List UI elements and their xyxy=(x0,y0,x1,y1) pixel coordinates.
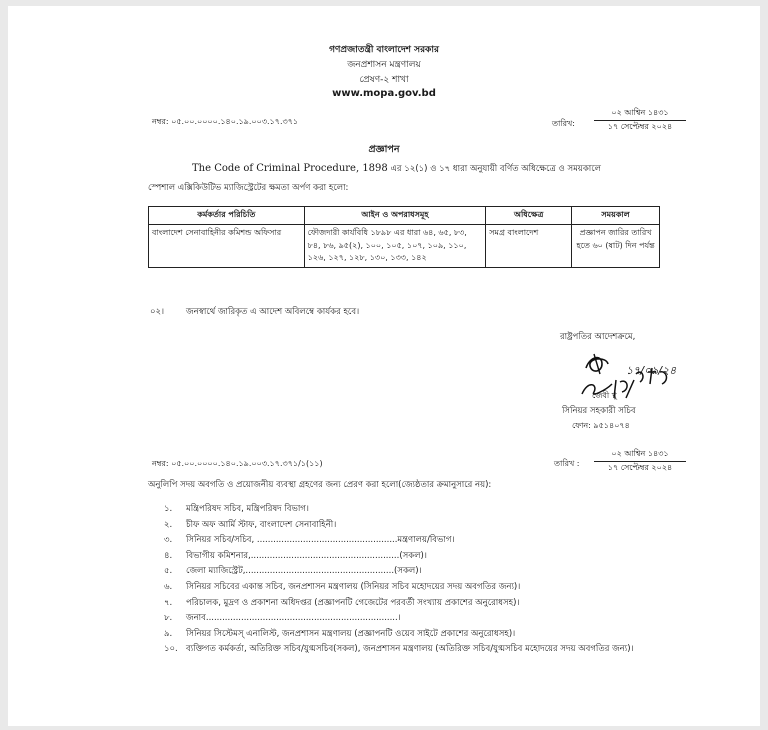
table-header: অধিক্ষেত্র xyxy=(486,207,572,225)
law-cell: ফৌজদারী কার্যবিধি ১৮৯৮ এর ধারা ৬৪, ৬৫, ৮৩, ৮৪, ৮৬, ৯৫(২), ১০০, ১০৫, ১০৭, ১০৯, ১১০, ১২৬, ১২৭, ১২৮, ১৩০, ১৩৩, ১৪২ xyxy=(304,224,486,267)
list-item-text: বিভাগীয় কমিশনার,.......................................................(সকল)। xyxy=(186,550,427,561)
para-2-number: ০২। xyxy=(150,307,165,317)
signatory-name: জেবী খু xyxy=(592,391,617,400)
table-header: সময়কাল xyxy=(572,207,660,225)
list-item-number: ৫. xyxy=(164,566,173,577)
authority-table xyxy=(148,206,660,268)
website-link[interactable]: www.mopa.gov.bd xyxy=(332,88,436,99)
date-english: ১৭ সেপ্টেম্বর ২০২৪ xyxy=(607,122,673,131)
list-item-text: পরিচালক, মুদ্রণ ও প্রকাশনা অধিদপ্তর (প্রজ্ঞাপনটি গেজেটের পরবর্তী সংখ্যায় প্রকাশের অনুরোধসহ)। xyxy=(186,597,520,608)
memo-2-date-bangla: ০২ আশ্বিন ১৪৩১ xyxy=(594,448,686,462)
memo-2-date-label: তারিখ : xyxy=(554,459,580,468)
copy-intro: অনুলিপি সদয় অবগতি ও প্রয়োজনীয় ব্যবস্থা গ্রহণের জন্য প্রেরণ করা হলো(জ্যেষ্ঠতার ক্রমানুসারে নয়): xyxy=(148,480,492,490)
list-item-number: ২. xyxy=(164,519,173,530)
intro-line-1 xyxy=(192,162,601,176)
list-item-number: ৯. xyxy=(164,628,173,639)
list-item-number: ৬. xyxy=(164,581,173,592)
jurisdiction-cell: সমগ্র বাংলাদেশ xyxy=(486,224,572,267)
signatory-phone: ফোন: ৯৫১৪০৭৪ xyxy=(572,421,630,430)
table-header: আইন ও অপরাধসমূহ xyxy=(304,207,486,225)
signature-date: ১৭/০৯/২৪ xyxy=(626,364,677,377)
memo-2-date-block xyxy=(594,448,686,475)
list-item-text: সিনিয়র সচিবের একান্ত সচিব, জনপ্রশাসন মন্ত্রণালয় (সিনিয়র সচিব মহোদয়ের সদয় অবগতির জন্য)। xyxy=(186,581,521,592)
gov-name: গণপ্রজাতন্ত্রী বাংলাদেশ সরকার xyxy=(329,45,439,55)
table-row xyxy=(149,224,660,267)
date-label: তারিখ: xyxy=(552,119,575,128)
date-bangla: ০২ আশ্বিন ১৪৩১ xyxy=(594,107,686,121)
intro-line-1-rest: এর ১২(১) ও ১৭ ধারা অনুযায়ী বর্ণিত অধিক্ষেত্রে ও সময়কালে xyxy=(387,164,601,174)
list-item-number: ৭. xyxy=(164,597,173,608)
list-item-text: সিনিয়র সিস্টেমস্ এনালিস্ট, জনপ্রশাসন মন্ত্রণালয় (প্রজ্ঞাপনটি ওয়েব সাইটে প্রকাশের অনুরোধসহ)। xyxy=(186,628,516,639)
para-2-text: জনস্বার্থে জারিকৃত এ আদেশ অবিলম্বে কার্যকর হবে। xyxy=(186,307,360,317)
ministry-name: জনপ্রশাসন মন্ত্রণালয় xyxy=(347,60,421,70)
memo-2-number: নম্বর: ০৫.০০.০০০০.১৪০.১৯.০০৩.১৭.৩৭১/১(১১) xyxy=(152,459,323,468)
list-item-text: সিনিয়র সচিব/সচিব, ....................................................মন্ত্রণালয়/বিভাগ। xyxy=(186,535,455,546)
officer-cell: বাংলাদেশ সেনাবাহিনীর কমিশন্ড অফিসার xyxy=(149,224,305,267)
list-item-text: জেলা ম্যাজিস্ট্রেট,.......................................................(সকল)। xyxy=(186,566,422,577)
table-header-row xyxy=(149,207,660,225)
list-item-text: ব্যক্তিগত কর্মকর্তা, অতিরিক্ত সচিব/যুগ্মসচিব(সকল), জনপ্রশাসন মন্ত্রণালয় (অতিরিক্ত সচিব/যুগ্মসচিব মহোদয়ের সদয় অবগতির জন্য)। xyxy=(186,644,634,655)
order-line: রাষ্ট্রপতির আদেশক্রমে, xyxy=(560,332,636,342)
memo-number: নম্বর: ০৫.০০.০০০০.১৪০.১৯.০০৩.১৭.৩৭১ xyxy=(152,117,299,126)
list-item-number: ৪. xyxy=(164,550,173,561)
list-item-number: ৮. xyxy=(164,613,173,624)
list-item-number: ১. xyxy=(164,504,173,514)
list-item-text: চীফ অফ আর্মি স্টাফ, বাংলাদেশ সেনাবাহিনী। xyxy=(186,519,337,530)
document-page xyxy=(8,6,760,726)
list-item-number: ১০. xyxy=(164,644,178,655)
memo-2-date-english: ১৭ সেপ্টেম্বর ২০২৪ xyxy=(607,463,673,472)
table-header: কর্মকর্তার পরিচিতি xyxy=(149,207,305,225)
notice-title: প্রজ্ঞাপন xyxy=(368,144,400,155)
section-name: প্রেষণ-২ শাখা xyxy=(359,75,409,85)
signatory-designation: সিনিয়র সহকারী সচিব xyxy=(562,406,636,416)
law-name: The Code of Criminal Procedure, 1898 xyxy=(192,163,388,174)
list-item-number: ৩. xyxy=(164,535,173,546)
list-item-text: মন্ত্রিপরিষদ সচিব, মন্ত্রিপরিষদ বিভাগ। xyxy=(186,504,309,514)
intro-line-2: স্পেশাল এক্সিকিউটিভ ম্যাজিস্ট্রেটের ক্ষমতা অর্পণ করা হলো: xyxy=(148,183,349,193)
date-block xyxy=(594,107,686,134)
period-cell: প্রজ্ঞাপন জারির তারিখ হতে ৬০ (ষাট) দিন পর্যন্ত xyxy=(572,224,660,267)
list-item-text: জনাব.......................................................................। xyxy=(186,613,401,624)
